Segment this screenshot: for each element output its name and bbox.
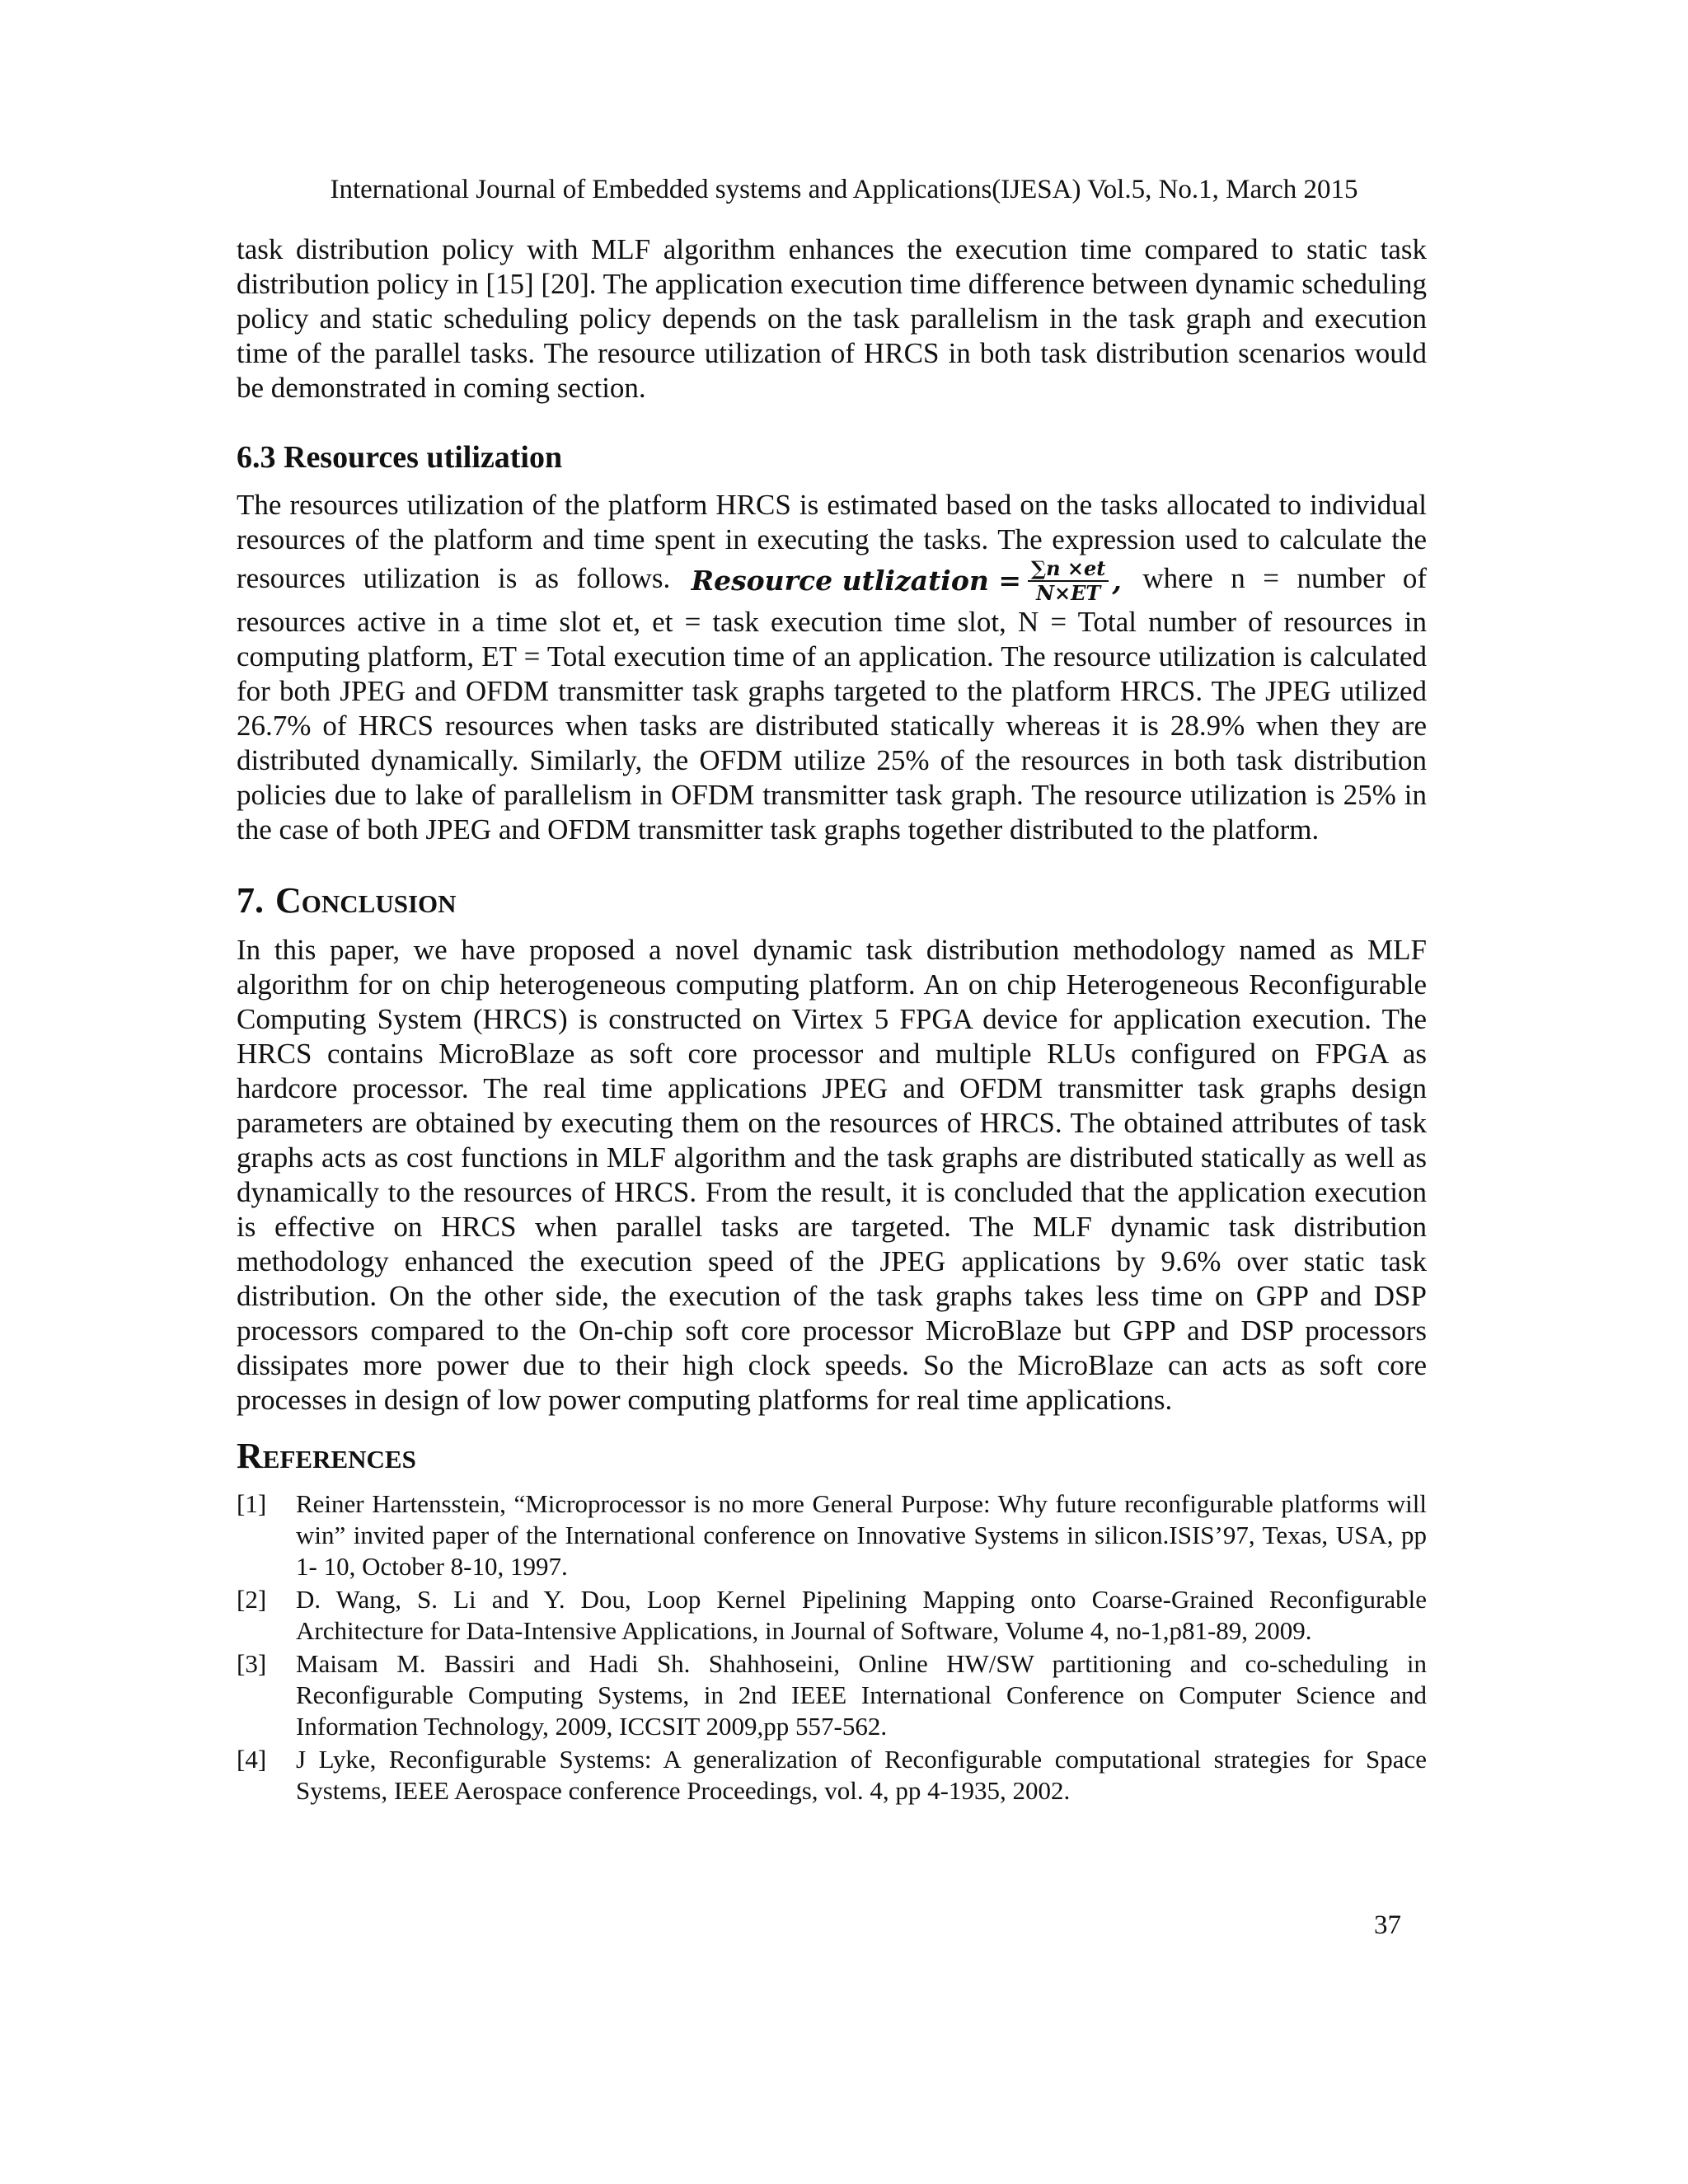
page-number: 37 bbox=[1374, 1910, 1401, 1940]
section-6-3-paragraph bbox=[237, 488, 1427, 847]
page-body bbox=[237, 232, 1427, 1808]
reference-item bbox=[237, 1488, 1427, 1582]
reference-text: D. Wang, S. Li and Y. Dou, Loop Kernel Pipelining Mapping onto Coarse-Grained Reconfigurable Architecture for Data-Intensive Applications, in Journal of Software, Volume 4, no-1,p81-89, 2009. bbox=[296, 1585, 1427, 1645]
reference-text: Maisam M. Bassiri and Hadi Sh. Shahhoseini, Online HW/SW partitioning and co-scheduling in Reconfigurable Computing Systems, in 2nd IEEE International Conference on Computer Science and Information Technology, 2009, ICCSIT 2009,pp 557-562. bbox=[296, 1649, 1427, 1741]
reference-text: J Lyke, Reconfigurable Systems: A generalization of Reconfigurable computational strategies for Space Systems, IEEE Aerospace conference Proceedings, vol. 4, pp 4-1935, 2002. bbox=[296, 1745, 1427, 1805]
reference-item bbox=[237, 1584, 1427, 1647]
reference-number: [4] bbox=[237, 1745, 267, 1774]
formula-numerator: ∑n ×et bbox=[1028, 557, 1109, 582]
section-7-title: Conclusion bbox=[275, 880, 457, 921]
resource-utilization-formula bbox=[692, 564, 1021, 598]
section-7-heading bbox=[237, 880, 1427, 921]
formula-lhs: Resource utlization = bbox=[691, 565, 1021, 597]
reference-number: [3] bbox=[237, 1649, 267, 1678]
references-list bbox=[237, 1488, 1427, 1807]
reference-item bbox=[237, 1744, 1427, 1807]
running-header: International Journal of Embedded systems and Applications(IJESA) Vol.5, No.1, March 2015 bbox=[330, 175, 1358, 204]
reference-number: [1] bbox=[237, 1489, 267, 1518]
para-before-formula: The resources utilization of the platform HRCS is estimated based on the tasks allocated to individual resources of the platform and time spent in executing the tasks. The expression used to calculate the resources utilization is as follows. bbox=[237, 489, 1427, 595]
reference-text: Reiner Hartensstein, “Microprocessor is no more General Purpose: Why future reconfigurable platforms will win” invited paper of the International conference on Innovative Systems in silicon.ISIS’97, Texas, USA, pp 1- 10, October 8-10, 1997. bbox=[296, 1489, 1427, 1581]
reference-number: [2] bbox=[237, 1585, 267, 1614]
formula-denominator: N×ET bbox=[1036, 581, 1101, 605]
section-7-number: 7. bbox=[237, 880, 264, 921]
formula-comma: , bbox=[1112, 565, 1122, 597]
para-after-formula: where n = number of resources active in a time slot et, et = task execution time slot, N = Total number of resources in computing platform, ET = Total execution time of an application. The resource utilization is calculated for both JPEG and OFDM transmitter task graphs targeted to the platform HRCS. The JPEG utilized 26.7% of HRCS resources when tasks are distributed statically whereas it is 28.9% when they are distributed dynamically. Similarly, the OFDM utilize 25% of the resources in both task distribution policies due to lake of parallelism in OFDM transmitter task graph. The resource utilization is 25% in the case of both JPEG and OFDM transmitter task graphs together distributed to the platform. bbox=[237, 562, 1427, 846]
formula-fraction bbox=[1028, 557, 1109, 605]
references-heading: References bbox=[237, 1436, 416, 1476]
section-6-3-heading: 6.3 Resources utilization bbox=[237, 440, 563, 475]
conclusion-paragraph: In this paper, we have proposed a novel dynamic task distribution methodology named as MLF algorithm for on chip heterogeneous computing platform. An on chip Heterogeneous Reconfigurable Computing System (HRCS) is constructed on Virtex 5 FPGA device for application execution. The HRCS contains MicroBlaze as soft core processor and multiple RLUs configured on FPGA as hardcore processor. The real time applications JPEG and OFDM transmitter task graphs design parameters are obtained by executing them on the resources of HRCS. The obtained attributes of task graphs acts as cost functions in MLF algorithm and the task graphs are distributed statically as well as dynamically to the resources of HRCS. From the result, it is concluded that the application execution is effective on HRCS when parallel tasks are targeted. The MLF dynamic task distribution methodology enhanced the execution speed of the JPEG applications by 9.6% over static task distribution. On the other side, the execution of the task graphs takes less time on GPP and DSP processors compared to the On-chip soft core processor MicroBlaze but GPP and DSP processors dissipates more power due to their high clock speeds. So the MicroBlaze can acts as soft core processes in design of low power computing platforms for real time applications. bbox=[237, 934, 1427, 1416]
intro-paragraph: task distribution policy with MLF algorithm enhances the execution time compared to static task distribution policy in [15] [20]. The application execution time difference between dynamic scheduling policy and static scheduling policy depends on the task parallelism in the task graph and execution time of the parallel tasks. The resource utilization of HRCS in both task distribution scenarios would be demonstrated in coming section. bbox=[237, 233, 1427, 404]
reference-item bbox=[237, 1648, 1427, 1742]
